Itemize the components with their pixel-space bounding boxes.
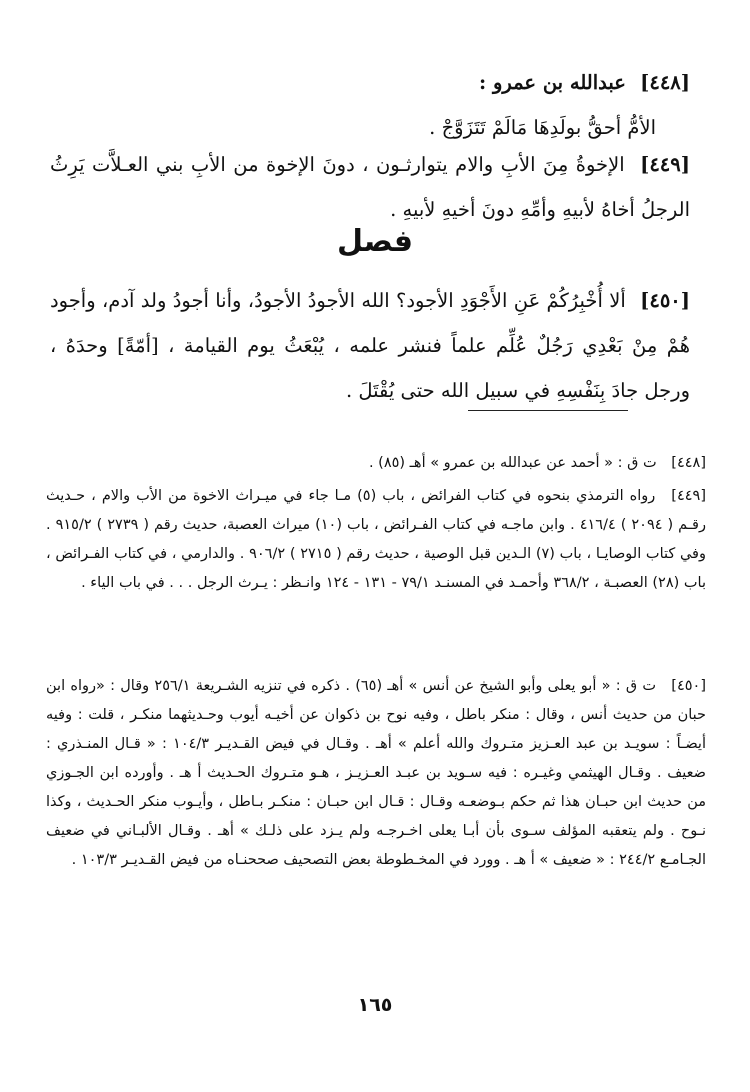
footnote-449: [46, 482, 706, 598]
footnote-number: [٤٥٠]: [671, 678, 707, 694]
entry-text: الإخوةُ مِنَ الأبِ والام يتوارثـون ، دونَ الإخوة من الأبِ بني العـلاَّت يَرِثُ الرجلُ أخاهُ لأبيهِ وأمِّهِ دونَ أخيهِ لأبيهِ .: [50, 153, 690, 221]
footnote-divider: [468, 410, 628, 411]
entry-text: الأمُّ أحقُّ بولَدِهَا مَالَمْ تَتَزَوَّجْ .: [429, 116, 656, 139]
entry-text: ألا أُخْبِرُكُمْ عَنِ الأَجْوَدِ الأجود؟ الله الأجودُ الأجودُ، وأنا أجودُ ولد آدم، وأجود هُمْ مِنْ بَعْدِي رَجُلٌ عُلِّم علماً فنشر علمه ، يُبْعَثُ يوم القيامة ، [أمّةً] وحدَهُ ، ورجل جادَ بِنَفْسِهِ في سبيل الله حتى يُقْتَلَ .: [50, 289, 690, 402]
entry-number: [٤٤٩]: [640, 153, 690, 176]
footnote-450: [46, 672, 706, 875]
entry-number: [٤٤٨]: [640, 71, 690, 94]
entry-number: [٤٥٠]: [640, 289, 690, 312]
footnote-number: [٤٤٨]: [671, 455, 706, 471]
entry-450: [50, 278, 690, 413]
footnote-448: [46, 449, 706, 478]
entry-448: [50, 60, 690, 150]
entry-narrator: عبدالله بن عمرو :: [478, 71, 626, 94]
footnote-number: [٤٤٩]: [671, 488, 707, 504]
footnote-text: رواه الترمذي بنحوه في كتاب الفرائض ، باب (٥) مـا جاء في ميـراث الاخوة من الأب والام ، حـديث رقـم ( ٢٠٩٤ ) ٤١٦/٤ . وابن ماجـه في كتاب الفـرائض ، باب (١٠) ميراث العصبة، حديث رقم ( ٢٧٣٩ ) ٩١٥/٢ . وفي كتاب الوصايـا ، باب (٧) الـدين قبل الوصية ، حديث رقم ( ٢٧١٥ ) ٩٠٦/٢ . والدارمي ، في كتاب الفـرائض ، باب (٢٨) العصبـة ، ٣٦٨/٢ وأحمـد في المسنـد ٧٩/١ - ١٣١ - ١٢٤ وانـظر : يـرث الرجل . . . في باب الياء .: [46, 488, 706, 591]
footnote-text: ت ق : « أبو يعلى وأبو الشيخ عن أنس » أهـ (٦٥) . ذكره في تنزيه الشـريعة ٢٥٦/١ وقال : «رواه ابن حبان من حديث أنس ، وقال : منكر باطل ، وفيه نوح بن ذكوان عن أخيـه أيوب وحـديثهما منكـر ، قلت : وفيه أيضـاً : سويـد بن عبد العـزيز متـروك والله أعلم » أهـ . وقـال في فيض القـديـر ١٠٤/٣ : « قـال المنـذري : ضعيف . وقـال الهيثمي وغيـره : فيه سـويد بن عبـد العـزيـز ، هـو متـروك الحـديث أ هـ . وأورده ابن الجـوزي من حديث ابن حبـان هذا ثم حكم بـوضعـه وقـال : قـال ابن حبـان : منكـر بـاطل ، وأيـوب منكر الحـديث ، وكذا نـوح . ولم يتعقبه المؤلف سـوى بأن أبـا يعلى اخـرجـه ولم يـزد على ذلـك » أهـ . وقـال الألبـاني في ضعيف الجـامـع ٢٤٤/٢ : « ضعيف » أ هـ . وورد في المخـطوطة بعض التصحيف صححنـاه من فيض القـديـر ١٠٣/٣ .: [46, 678, 706, 868]
section-title: فصل: [337, 224, 413, 259]
page-number: ١٦٥: [357, 994, 393, 1016]
entry-449: [50, 142, 690, 232]
footnote-text: ت ق : « أحمد عن عبدالله بن عمرو » أهـ (٨٥) .: [368, 455, 657, 471]
